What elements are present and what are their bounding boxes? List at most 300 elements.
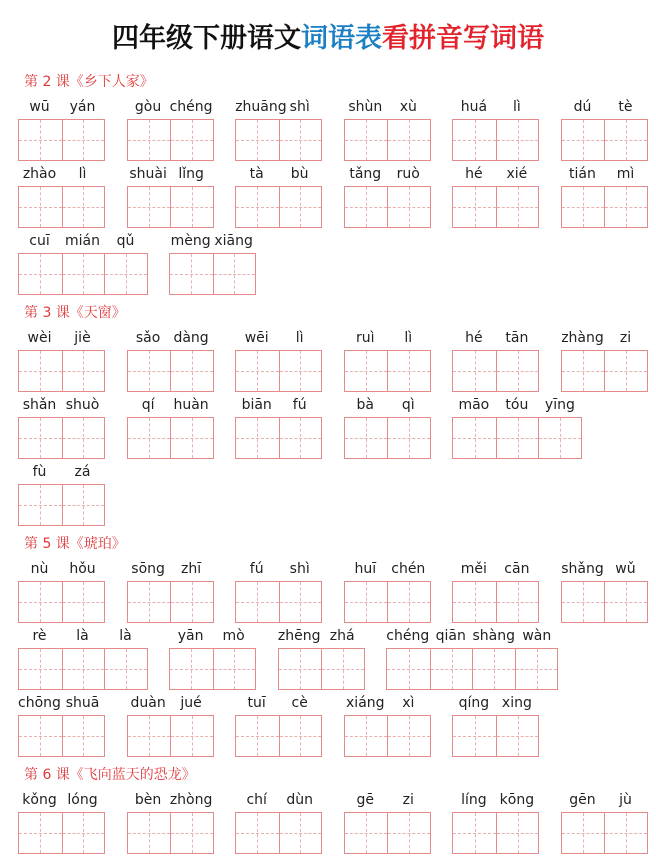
tianzige-cell[interactable] (496, 582, 539, 622)
pinyin-syllable: zhào (22, 166, 57, 182)
pinyin-syllable: qǔ (116, 233, 135, 249)
tianzige-cell[interactable] (236, 187, 279, 227)
tianzige-cell[interactable] (345, 187, 388, 227)
tianzige-cell[interactable] (213, 649, 256, 689)
pinyin-syllable: tóu (505, 397, 529, 413)
word-item (344, 164, 431, 231)
tianzige-cell[interactable] (453, 418, 496, 458)
pinyin-line (452, 790, 539, 810)
pinyin-syllable: qì (401, 397, 415, 413)
tianzige-cell[interactable] (236, 813, 279, 853)
pinyin-syllable: cān (504, 561, 530, 577)
tianzige-cell[interactable] (453, 187, 496, 227)
word-item (235, 790, 322, 857)
pinyin-syllable: tuī (247, 695, 266, 711)
word-item (344, 559, 431, 626)
pinyin-syllable: rè (32, 628, 47, 644)
pinyin-syllable: měi (460, 561, 487, 577)
pinyin-line (344, 790, 431, 810)
pinyin-syllable: lì (78, 166, 87, 182)
pinyin-syllable: sōng (131, 561, 165, 577)
tianzige-cell[interactable] (19, 485, 62, 525)
tianzige-cell[interactable] (387, 716, 430, 756)
tianzige-cell[interactable] (170, 187, 213, 227)
writing-grid[interactable] (127, 350, 214, 392)
word-item (18, 693, 105, 760)
lesson-header: 第 3 课《天窗》 (24, 305, 126, 321)
pinyin-syllable: shuài (129, 166, 167, 182)
pinyin-syllable: gē (356, 792, 375, 808)
tianzige-cell[interactable] (430, 649, 473, 689)
pinyin-syllable: shàng (472, 628, 516, 644)
pinyin-line (18, 231, 148, 251)
writing-grid[interactable] (18, 186, 105, 228)
pinyin-line (452, 559, 539, 579)
pinyin-line (127, 559, 214, 579)
pinyin-line (235, 328, 322, 348)
tianzige-cell[interactable] (279, 813, 322, 853)
writing-grid[interactable] (18, 119, 105, 161)
word-item (561, 97, 648, 164)
word-item (344, 395, 431, 462)
tianzige-cell[interactable] (387, 351, 430, 391)
pinyin-syllable: chōng (18, 695, 61, 711)
writing-grid[interactable] (561, 186, 648, 228)
pinyin-syllable: lì (404, 330, 413, 346)
tianzige-cell[interactable] (345, 813, 388, 853)
word-item (235, 693, 322, 760)
pinyin-syllable: chéng (386, 628, 430, 644)
tianzige-cell[interactable] (236, 418, 279, 458)
tianzige-cell[interactable] (62, 351, 105, 391)
writing-grid[interactable] (18, 581, 105, 623)
writing-grid[interactable] (169, 648, 256, 690)
tianzige-cell[interactable] (496, 716, 539, 756)
tianzige-cell[interactable] (62, 716, 105, 756)
writing-grid[interactable] (452, 812, 539, 854)
pinyin-syllable: sǎo (135, 330, 161, 346)
tianzige-cell[interactable] (453, 716, 496, 756)
pinyin-line (344, 164, 431, 184)
tianzige-cell[interactable] (604, 813, 647, 853)
tianzige-cell[interactable] (345, 582, 388, 622)
tianzige-cell[interactable] (538, 418, 581, 458)
tianzige-cell[interactable] (62, 120, 105, 160)
writing-grid[interactable] (235, 812, 322, 854)
tianzige-cell[interactable] (236, 716, 279, 756)
writing-grid[interactable] (278, 648, 365, 690)
pinyin-syllable: shuò (65, 397, 100, 413)
pinyin-syllable: tà (249, 166, 264, 182)
tianzige-cell[interactable] (496, 187, 539, 227)
word-row (0, 164, 656, 231)
pinyin-line (452, 164, 539, 184)
tianzige-cell[interactable] (19, 351, 62, 391)
writing-grid[interactable] (452, 417, 582, 459)
writing-grid[interactable] (452, 581, 539, 623)
pinyin-syllable: tè (618, 99, 633, 115)
pinyin-line (235, 395, 322, 415)
pinyin-syllable: shuā (65, 695, 100, 711)
tianzige-cell[interactable] (279, 187, 322, 227)
tianzige-cell[interactable] (604, 120, 647, 160)
tianzige-cell[interactable] (345, 716, 388, 756)
pinyin-syllable: cuī (29, 233, 50, 249)
tianzige-cell[interactable] (387, 582, 430, 622)
pinyin-line (127, 328, 214, 348)
pinyin-syllable: mì (616, 166, 635, 182)
tianzige-cell[interactable] (213, 254, 256, 294)
pinyin-syllable: shì (289, 561, 310, 577)
pinyin-syllable: wàn (522, 628, 552, 644)
tianzige-cell[interactable] (236, 351, 279, 391)
word-item (127, 164, 214, 231)
word-item (127, 693, 214, 760)
pinyin-syllable: dàng (173, 330, 209, 346)
word-row (0, 395, 656, 462)
tianzige-cell[interactable] (19, 120, 62, 160)
writing-grid[interactable] (344, 119, 431, 161)
tianzige-cell[interactable] (236, 120, 279, 160)
pinyin-line (18, 462, 105, 482)
pinyin-line (127, 164, 214, 184)
pinyin-syllable: xù (399, 99, 417, 115)
pinyin-syllable: wēi (244, 330, 269, 346)
tianzige-cell[interactable] (472, 649, 515, 689)
pinyin-line (169, 231, 256, 251)
pinyin-syllable: líng (461, 792, 487, 808)
pinyin-syllable: zi (402, 792, 414, 808)
pinyin-syllable: fù (32, 464, 47, 480)
tianzige-cell[interactable] (387, 120, 430, 160)
pinyin-line (235, 164, 322, 184)
writing-grid[interactable] (344, 417, 431, 459)
tianzige-cell[interactable] (515, 649, 558, 689)
pinyin-syllable: lì (295, 330, 304, 346)
tianzige-cell[interactable] (496, 120, 539, 160)
pinyin-syllable: zá (74, 464, 91, 480)
pinyin-line (561, 790, 648, 810)
tianzige-cell[interactable] (604, 582, 647, 622)
pinyin-syllable: zhēng (277, 628, 321, 644)
pinyin-line (18, 559, 105, 579)
word-item (452, 559, 539, 626)
pinyin-syllable: zi (619, 330, 632, 346)
writing-grid[interactable] (127, 417, 214, 459)
writing-grid[interactable] (452, 119, 539, 161)
tianzige-cell[interactable] (19, 649, 62, 689)
word-item (344, 328, 431, 395)
pinyin-line (561, 328, 648, 348)
pinyin-syllable: huàn (173, 397, 209, 413)
pinyin-syllable: là (76, 628, 89, 644)
word-item (344, 693, 431, 760)
writing-grid[interactable] (18, 484, 105, 526)
word-item (18, 790, 105, 857)
tianzige-cell[interactable] (62, 485, 105, 525)
pinyin-syllable: zhàng (561, 330, 604, 346)
word-row (0, 626, 656, 693)
pinyin-line (235, 97, 322, 117)
pinyin-line (127, 97, 214, 117)
pinyin-syllable: xì (402, 695, 415, 711)
pinyin-line (18, 790, 105, 810)
writing-grid[interactable] (452, 186, 539, 228)
tianzige-cell[interactable] (279, 649, 322, 689)
tianzige-cell[interactable] (279, 582, 322, 622)
tianzige-cell[interactable] (496, 418, 539, 458)
writing-grid[interactable] (127, 119, 214, 161)
writing-grid[interactable] (344, 812, 431, 854)
writing-grid[interactable] (235, 417, 322, 459)
word-item (18, 328, 105, 395)
word-row (0, 97, 656, 164)
pinyin-line (18, 164, 105, 184)
pinyin-syllable: bèn (134, 792, 162, 808)
tianzige-cell[interactable] (279, 351, 322, 391)
pinyin-syllable: qíng (458, 695, 490, 711)
pinyin-syllable: shì (289, 99, 310, 115)
pinyin-syllable: qí (141, 397, 155, 413)
pinyin-syllable: zhòng (169, 792, 213, 808)
tianzige-cell[interactable] (19, 187, 62, 227)
tianzige-cell[interactable] (345, 418, 388, 458)
tianzige-cell[interactable] (128, 418, 171, 458)
pinyin-syllable: fú (292, 397, 307, 413)
writing-grid[interactable] (344, 581, 431, 623)
word-row (0, 462, 656, 529)
writing-grid[interactable] (235, 119, 322, 161)
pinyin-syllable: fú (249, 561, 264, 577)
pinyin-line (452, 395, 582, 415)
tianzige-cell[interactable] (279, 716, 322, 756)
tianzige-cell[interactable] (387, 813, 430, 853)
tianzige-cell[interactable] (19, 418, 62, 458)
pinyin-line (561, 97, 648, 117)
writing-grid[interactable] (386, 648, 558, 690)
word-item (235, 328, 322, 395)
title-grade: 四年级下册语文 (112, 23, 301, 54)
word-item (235, 97, 322, 164)
tianzige-cell[interactable] (62, 187, 105, 227)
pinyin-syllable: mò (222, 628, 245, 644)
pinyin-line (344, 559, 431, 579)
tianzige-cell[interactable] (62, 254, 105, 294)
tianzige-cell[interactable] (604, 187, 647, 227)
tianzige-cell[interactable] (562, 813, 605, 853)
tianzige-cell[interactable] (170, 418, 213, 458)
tianzige-cell[interactable] (453, 813, 496, 853)
writing-grid[interactable] (18, 648, 148, 690)
tianzige-cell[interactable] (387, 418, 430, 458)
pinyin-syllable: mián (65, 233, 100, 249)
pinyin-syllable: xiáng (346, 695, 385, 711)
writing-grid[interactable] (18, 417, 105, 459)
tianzige-cell[interactable] (128, 813, 171, 853)
pinyin-line (344, 328, 431, 348)
writing-grid[interactable] (344, 715, 431, 757)
tianzige-cell[interactable] (604, 351, 647, 391)
tianzige-cell[interactable] (104, 254, 147, 294)
word-item (18, 97, 105, 164)
writing-grid[interactable] (561, 581, 648, 623)
word-item (452, 693, 539, 760)
word-item (452, 395, 582, 462)
tianzige-cell[interactable] (236, 582, 279, 622)
tianzige-cell[interactable] (562, 351, 605, 391)
tianzige-cell[interactable] (453, 351, 496, 391)
tianzige-cell[interactable] (104, 649, 147, 689)
pinyin-syllable: lóng (67, 792, 98, 808)
tianzige-cell[interactable] (19, 254, 62, 294)
writing-grid[interactable] (344, 350, 431, 392)
pinyin-syllable: zhī (181, 561, 202, 577)
tianzige-cell[interactable] (128, 716, 171, 756)
word-item (127, 790, 214, 857)
writing-grid[interactable] (235, 581, 322, 623)
pinyin-syllable: jù (619, 792, 632, 808)
pinyin-line (127, 693, 214, 713)
writing-grid[interactable] (344, 186, 431, 228)
writing-grid[interactable] (127, 581, 214, 623)
writing-grid[interactable] (452, 350, 539, 392)
pinyin-syllable: jiè (74, 330, 91, 346)
pinyin-syllable: duàn (130, 695, 166, 711)
word-item (278, 626, 365, 693)
tianzige-cell[interactable] (279, 120, 322, 160)
pinyin-syllable: xiāng (214, 233, 253, 249)
tianzige-cell[interactable] (453, 120, 496, 160)
pinyin-syllable: yīng (544, 397, 575, 413)
tianzige-cell[interactable] (496, 813, 539, 853)
word-item (561, 559, 648, 626)
tianzige-cell[interactable] (170, 582, 213, 622)
tianzige-cell[interactable] (321, 649, 364, 689)
pinyin-line (127, 395, 214, 415)
pinyin-syllable: chén (391, 561, 426, 577)
pinyin-syllable: yān (177, 628, 204, 644)
pinyin-syllable: shǎng (561, 561, 604, 577)
tianzige-cell[interactable] (170, 813, 213, 853)
pinyin-syllable: lì (512, 99, 521, 115)
pinyin-syllable: gòu (134, 99, 162, 115)
tianzige-cell[interactable] (387, 649, 430, 689)
pinyin-syllable: ruò (396, 166, 420, 182)
tianzige-cell[interactable] (170, 351, 213, 391)
pinyin-syllable: bù (290, 166, 309, 182)
word-item (235, 164, 322, 231)
tianzige-cell[interactable] (62, 649, 105, 689)
word-item (344, 790, 431, 857)
tianzige-cell[interactable] (62, 418, 105, 458)
pinyin-syllable: gēn (569, 792, 596, 808)
writing-grid[interactable] (18, 350, 105, 392)
pinyin-syllable: zhá (329, 628, 355, 644)
writing-grid[interactable] (18, 812, 105, 854)
pinyin-line (18, 97, 105, 117)
writing-grid[interactable] (127, 186, 214, 228)
pinyin-syllable: xing (501, 695, 532, 711)
tianzige-cell[interactable] (128, 582, 171, 622)
pinyin-line (18, 395, 105, 415)
writing-grid[interactable] (561, 119, 648, 161)
word-row (0, 328, 656, 395)
word-item (561, 164, 648, 231)
word-item (18, 231, 148, 298)
worksheet-content (0, 67, 656, 857)
tianzige-cell[interactable] (170, 649, 213, 689)
word-item (452, 328, 539, 395)
pinyin-syllable: là (119, 628, 132, 644)
pinyin-syllable: chí (246, 792, 267, 808)
word-item (235, 559, 322, 626)
word-item (386, 626, 558, 693)
tianzige-cell[interactable] (19, 716, 62, 756)
word-item (18, 559, 105, 626)
writing-grid[interactable] (561, 350, 648, 392)
word-row (0, 790, 656, 857)
pinyin-syllable: zhuāng (235, 99, 287, 115)
tianzige-cell[interactable] (19, 813, 62, 853)
word-item (235, 395, 322, 462)
pinyin-syllable: tǎng (349, 166, 382, 182)
pinyin-syllable: shǎn (22, 397, 57, 413)
writing-grid[interactable] (561, 812, 648, 854)
pinyin-syllable: mèng (170, 233, 211, 249)
tianzige-cell[interactable] (453, 582, 496, 622)
writing-grid[interactable] (127, 715, 214, 757)
writing-grid[interactable] (235, 350, 322, 392)
tianzige-cell[interactable] (279, 418, 322, 458)
tianzige-cell[interactable] (562, 187, 605, 227)
pinyin-syllable: xié (506, 166, 528, 182)
tianzige-cell[interactable] (562, 582, 605, 622)
writing-grid[interactable] (452, 715, 539, 757)
tianzige-cell[interactable] (170, 120, 213, 160)
tianzige-cell[interactable] (128, 120, 171, 160)
lesson-header: 第 2 课《乡下人家》 (24, 74, 154, 90)
tianzige-cell[interactable] (345, 351, 388, 391)
pinyin-line (235, 693, 322, 713)
pinyin-line (344, 97, 431, 117)
word-item (127, 559, 214, 626)
pinyin-syllable: wū (29, 99, 50, 115)
tianzige-cell[interactable] (387, 187, 430, 227)
writing-grid[interactable] (235, 186, 322, 228)
pinyin-line (278, 626, 365, 646)
tianzige-cell[interactable] (170, 716, 213, 756)
tianzige-cell[interactable] (62, 582, 105, 622)
tianzige-cell[interactable] (62, 813, 105, 853)
pinyin-line (561, 164, 648, 184)
tianzige-cell[interactable] (345, 120, 388, 160)
title-task: 看拼音写词语 (382, 23, 544, 54)
writing-grid[interactable] (235, 715, 322, 757)
writing-grid[interactable] (127, 812, 214, 854)
tianzige-cell[interactable] (19, 582, 62, 622)
pinyin-syllable: hé (465, 330, 483, 346)
writing-grid[interactable] (18, 715, 105, 757)
writing-grid[interactable] (18, 253, 148, 295)
tianzige-cell[interactable] (496, 351, 539, 391)
tianzige-cell[interactable] (128, 187, 171, 227)
tianzige-cell[interactable] (128, 351, 171, 391)
word-row (0, 559, 656, 626)
tianzige-cell[interactable] (562, 120, 605, 160)
pinyin-line (452, 97, 539, 117)
writing-grid[interactable] (169, 253, 256, 295)
tianzige-cell[interactable] (170, 254, 213, 294)
